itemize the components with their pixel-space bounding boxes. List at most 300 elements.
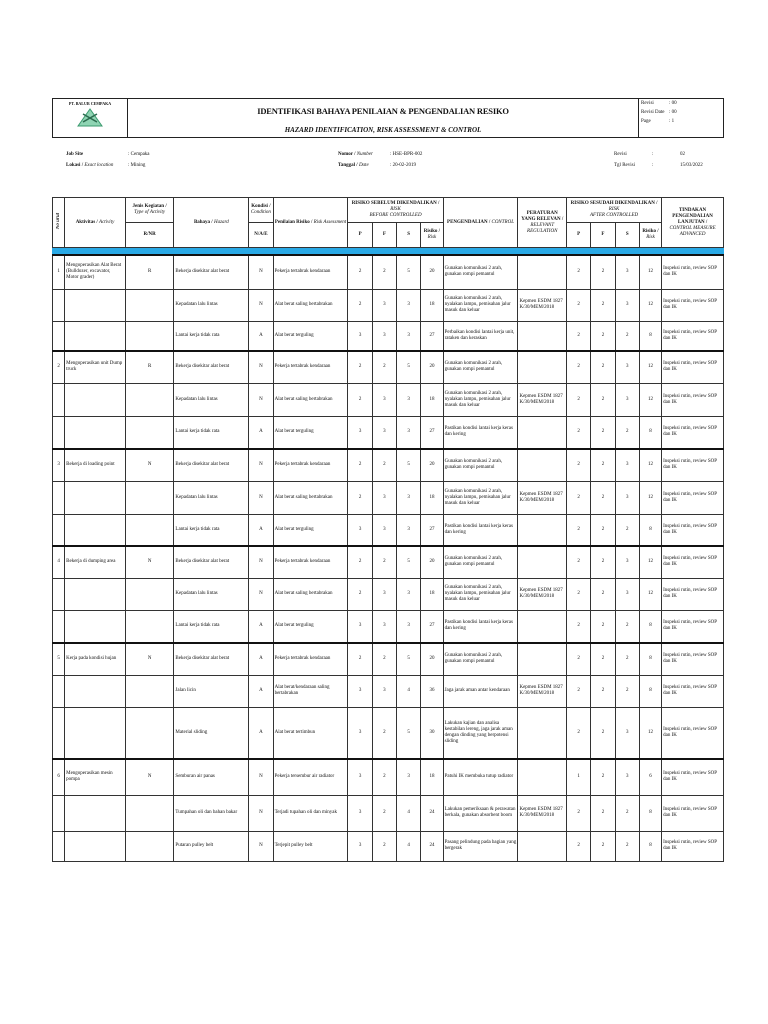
risk2-cell: 12: [639, 351, 661, 383]
s-cell: 5: [397, 643, 421, 675]
s2-cell: 2: [615, 610, 639, 643]
condition-cell: A: [249, 514, 273, 546]
risk-cell: 36: [421, 675, 443, 707]
risk2-cell: 12: [639, 255, 661, 289]
s2-cell: 2: [615, 321, 639, 351]
f-cell: 2: [372, 759, 396, 795]
activity-cell: [65, 675, 126, 707]
row-number: [53, 321, 65, 351]
assessment-cell: Pekerja tertabrak kendaraan: [273, 449, 348, 481]
type-cell: [125, 795, 174, 831]
f2-cell: 2: [591, 383, 615, 416]
row-number: [53, 707, 65, 759]
f2-cell: 2: [591, 546, 615, 578]
risk2-cell: 8: [639, 675, 661, 707]
f-cell: 3: [372, 514, 396, 546]
page-value: : 1: [669, 119, 675, 124]
col-risk-header: Risiko / Risk: [421, 223, 443, 248]
row-number: [53, 289, 65, 321]
risk-cell: 27: [421, 610, 443, 643]
table-row: [53, 831, 724, 861]
f2-cell: 2: [591, 610, 615, 643]
type-cell: [125, 578, 174, 610]
p-cell: 2: [348, 255, 372, 289]
condition-cell: N: [249, 383, 273, 416]
page-label: Page: [641, 119, 651, 124]
assessment-cell: Alat berat saling bertabrakan: [273, 481, 348, 514]
hazard-cell: Kepadatan lalu lintas: [174, 383, 249, 416]
control-cell: Gunakan komunikasi 2 arah, nyalakan lampu, pemisahan jalur masuk dan keluar: [443, 481, 518, 514]
p-cell: 2: [348, 351, 372, 383]
p-cell: 2: [348, 449, 372, 481]
advanced-cell: Inspeksi rutin, review SOP dan IK: [662, 546, 724, 578]
revision-date-value: : 00: [669, 110, 677, 115]
activity-cell: Mengoperasikan Alat Berat (Bulldozer, excavator, Motor grader): [65, 255, 126, 289]
tgl-revisi-date: 15/03/2022: [680, 163, 703, 168]
control-cell: Gunakan komunikasi 2 arah, gunakan rompi pemantul: [443, 255, 518, 289]
condition-cell: N: [249, 795, 273, 831]
table-row: [53, 449, 724, 481]
hazard-cell: Material sliding: [174, 707, 249, 759]
s2-cell: 3: [615, 707, 639, 759]
table-row: [53, 514, 724, 546]
risk-cell: 18: [421, 759, 443, 795]
risk2-cell: 8: [639, 610, 661, 643]
s-cell: 3: [397, 514, 421, 546]
condition-cell: A: [249, 675, 273, 707]
s-cell: 5: [397, 707, 421, 759]
nomor-label-en: Number: [356, 152, 373, 157]
col-after-header: RISIKO SESUDAH DIKENDALIKAN / RISK AFTER CONTROLLED: [567, 198, 662, 223]
f-cell: 2: [372, 546, 396, 578]
advanced-cell: Inspeksi rutin, review SOP dan IK: [662, 481, 724, 514]
f2-cell: 2: [591, 795, 615, 831]
col-regulation-header: PERATURAN YANG RELEVAN / RELEVANT REGULATION: [518, 198, 567, 248]
assessment-cell: Alat berat saling bertabrakan: [273, 578, 348, 610]
type-cell: R: [125, 255, 174, 289]
document-page: [52, 98, 724, 851]
condition-cell: A: [249, 321, 273, 351]
control-cell: Gunakan komunikasi 2 arah, nyalakan lampu, pemisahan jalur masuk dan keluar: [443, 578, 518, 610]
p2-cell: 2: [567, 449, 591, 481]
p-cell: 3: [348, 321, 372, 351]
s-cell: 3: [397, 610, 421, 643]
table-row: [53, 578, 724, 610]
risk-cell: 27: [421, 321, 443, 351]
p2-cell: 2: [567, 675, 591, 707]
type-cell: [125, 514, 174, 546]
advanced-cell: Inspeksi rutin, review SOP dan IK: [662, 351, 724, 383]
risk-cell: 18: [421, 289, 443, 321]
table-row: [53, 546, 724, 578]
col-p2-header: P: [567, 223, 591, 248]
hazard-cell: Bekerja disekitar alat berat: [174, 449, 249, 481]
col-s-header: S: [397, 223, 421, 248]
p-cell: 2: [348, 546, 372, 578]
condition-cell: N: [249, 481, 273, 514]
s-cell: 4: [397, 831, 421, 861]
tanggal-label: Tanggal /: [338, 163, 358, 168]
col-f-header: F: [372, 223, 396, 248]
table-row: [53, 759, 724, 795]
advanced-cell: Inspeksi rutin, review SOP dan IK: [662, 759, 724, 795]
f2-cell: 2: [591, 481, 615, 514]
hazard-cell: Bekerja disekitar alat berat: [174, 643, 249, 675]
risk-cell: 18: [421, 383, 443, 416]
regulation-cell: [518, 831, 567, 861]
risk-cell: 18: [421, 578, 443, 610]
control-cell: Gunakan komunikasi 2 arah, nyalakan lampu, pemisahan jalur masuk dan keluar: [443, 383, 518, 416]
p2-cell: 2: [567, 546, 591, 578]
s-cell: 3: [397, 759, 421, 795]
risk-cell: 20: [421, 643, 443, 675]
advanced-cell: Inspeksi rutin, review SOP dan IK: [662, 610, 724, 643]
control-cell: Lakukan kajian dan analisa kestabilan lereng, jaga jarak aman dengan dinding yang berpotensi sliding: [443, 707, 518, 759]
s2-cell: 3: [615, 351, 639, 383]
p-cell: 3: [348, 831, 372, 861]
col-before-header: RISIKO SEBELUM DIKENDALIKAN / RISK BEFORE CONTROLLED: [348, 198, 443, 223]
table-row: [53, 321, 724, 351]
type-cell: [125, 610, 174, 643]
nomor-value: : HSE-BPR-002: [390, 152, 423, 157]
s2-cell: 2: [615, 795, 639, 831]
risk-cell: 20: [421, 255, 443, 289]
s-cell: 3: [397, 481, 421, 514]
document-info: [66, 152, 726, 176]
hazard-cell: Bekerja disekitar alat berat: [174, 255, 249, 289]
activity-cell: Bekerja di dumping area: [65, 546, 126, 578]
col-activity-header: Aktivitas / Activity: [65, 198, 126, 248]
advanced-cell: Inspeksi rutin, review SOP dan IK: [662, 514, 724, 546]
p-cell: 3: [348, 675, 372, 707]
regulation-cell: [518, 707, 567, 759]
type-cell: [125, 831, 174, 861]
hazard-cell: Kepadatan lalu lintas: [174, 481, 249, 514]
type-cell: N: [125, 449, 174, 481]
s-cell: 5: [397, 351, 421, 383]
revision-box: [639, 99, 724, 138]
hazard-cell: Putaran pulley belt: [174, 831, 249, 861]
regulation-cell: [518, 610, 567, 643]
activity-cell: [65, 578, 126, 610]
p-cell: 2: [348, 578, 372, 610]
control-cell: Gunakan komunikasi 2 arah, gunakan rompi pemantul: [443, 449, 518, 481]
risk2-cell: 12: [639, 481, 661, 514]
assessment-cell: Alat berat saling bertabrakan: [273, 289, 348, 321]
assessment-cell: Pekerja tertabrak kendaraan: [273, 643, 348, 675]
control-cell: Gunakan komunikasi 2 arah, nyalakan lampu, pemisahan jalur masuk dan keluar: [443, 289, 518, 321]
s2-cell: 2: [615, 831, 639, 861]
risk-cell: 30: [421, 707, 443, 759]
regulation-cell: Kepmen ESDM 1827 K/30/MEM/2018: [518, 289, 567, 321]
f2-cell: 2: [591, 759, 615, 795]
control-cell: Patuhi IK membuka tutup radiator: [443, 759, 518, 795]
p2-cell: 2: [567, 416, 591, 449]
f-cell: 3: [372, 289, 396, 321]
s2-cell: 3: [615, 289, 639, 321]
s2-cell: 3: [615, 759, 639, 795]
activity-cell: [65, 514, 126, 546]
row-number: 4: [53, 546, 65, 578]
f-cell: 3: [372, 481, 396, 514]
p-cell: 3: [348, 795, 372, 831]
col-control-header: PENGENDALIAN / CONTROL: [443, 198, 518, 248]
s-cell: 5: [397, 449, 421, 481]
advanced-cell: Inspeksi rutin, review SOP dan IK: [662, 578, 724, 610]
col-no-header: No urut: [53, 198, 65, 248]
s2-cell: 3: [615, 546, 639, 578]
control-cell: Pastikan kondisi lantai kerja keras dan kering: [443, 610, 518, 643]
company-logo-icon: [75, 106, 105, 130]
risk2-cell: 8: [639, 321, 661, 351]
risk-cell: 24: [421, 795, 443, 831]
s-cell: 5: [397, 546, 421, 578]
advanced-cell: Inspeksi rutin, review SOP dan IK: [662, 449, 724, 481]
f-cell: 2: [372, 449, 396, 481]
s2-cell: 3: [615, 255, 639, 289]
type-cell: R: [125, 351, 174, 383]
control-cell: Gunakan komunikasi 2 arah, gunakan rompi pemantul: [443, 643, 518, 675]
risk-cell: 20: [421, 449, 443, 481]
p2-cell: 2: [567, 610, 591, 643]
risk-table: [52, 197, 724, 862]
advanced-cell: Inspeksi rutin, review SOP dan IK: [662, 416, 724, 449]
p2-cell: 2: [567, 289, 591, 321]
activity-cell: [65, 481, 126, 514]
s2-cell: 2: [615, 416, 639, 449]
assessment-cell: Alat berat terguling: [273, 514, 348, 546]
table-row: [53, 255, 724, 289]
lokasi-value: : Mining: [128, 163, 146, 168]
jobsite-value: : Cempaka: [128, 152, 150, 157]
regulation-cell: Kepmen ESDM 1827 K/30/MEM/2018: [518, 383, 567, 416]
p2-cell: 2: [567, 831, 591, 861]
f2-cell: 2: [591, 514, 615, 546]
s-cell: 3: [397, 578, 421, 610]
table-row: [53, 643, 724, 675]
assessment-cell: Alat berat terguling: [273, 610, 348, 643]
f2-cell: 2: [591, 416, 615, 449]
lokasi-label-en: Exact location: [84, 163, 114, 168]
control-cell: Gunakan komunikasi 2 arah, gunakan rompi pemantul: [443, 351, 518, 383]
risk2-cell: 12: [639, 289, 661, 321]
regulation-cell: [518, 449, 567, 481]
hazard-cell: Jalan licin: [174, 675, 249, 707]
row-number: [53, 795, 65, 831]
assessment-cell: Alat berat saling bertabrakan: [273, 383, 348, 416]
activity-cell: [65, 795, 126, 831]
hazard-cell: Bekerja disekitar alat berat: [174, 546, 249, 578]
control-cell: Perbaikan kondisi lantai kerja unit, rataken dan keraskan: [443, 321, 518, 351]
type-cell: N: [125, 643, 174, 675]
s2-cell: 3: [615, 449, 639, 481]
table-row: [53, 707, 724, 759]
type-cell: [125, 481, 174, 514]
assessment-cell: Pekerja tertabrak kendaraan: [273, 546, 348, 578]
document-title-en: HAZARD IDENTIFICATION, RISK ASSESSMENT & CONTROL: [284, 126, 482, 134]
table-row: [53, 416, 724, 449]
f-cell: 3: [372, 675, 396, 707]
p-cell: 3: [348, 707, 372, 759]
p2-cell: 2: [567, 514, 591, 546]
s2-cell: 2: [615, 514, 639, 546]
row-number: 6: [53, 759, 65, 795]
s-cell: 4: [397, 675, 421, 707]
col-advanced-header: TINDAKAN PENGENDALIAN LANJUTAN / CONTROL MEASURE ADVANCED: [662, 198, 724, 248]
row-number: [53, 383, 65, 416]
jobsite-label: Job Site: [66, 152, 84, 157]
condition-cell: A: [249, 643, 273, 675]
f2-cell: 2: [591, 578, 615, 610]
assessment-cell: Pekerja tersembur air radiator: [273, 759, 348, 795]
col-risk2-header: Risiko / Risk: [639, 223, 661, 248]
table-row: [53, 675, 724, 707]
activity-cell: Bekerja di loading point: [65, 449, 126, 481]
s-cell: 5: [397, 255, 421, 289]
info-revisi-label: Revisi: [614, 152, 627, 157]
p-cell: 3: [348, 759, 372, 795]
risk2-cell: 8: [639, 514, 661, 546]
row-number: 2: [53, 351, 65, 383]
f2-cell: 2: [591, 449, 615, 481]
type-cell: [125, 383, 174, 416]
f-cell: 2: [372, 643, 396, 675]
advanced-cell: Inspeksi rutin, review SOP dan IK: [662, 255, 724, 289]
nomor-label: Nomor /: [338, 152, 356, 157]
type-cell: [125, 675, 174, 707]
advanced-cell: Inspeksi rutin, review SOP dan IK: [662, 643, 724, 675]
regulation-cell: Kepmen ESDM 1827 K/30/MEM/2018: [518, 481, 567, 514]
col-p-header: P: [348, 223, 372, 248]
s2-cell: 3: [615, 578, 639, 610]
info-revisi-colon: :: [652, 152, 654, 157]
blue-separator: [53, 248, 724, 256]
risk-cell: 27: [421, 514, 443, 546]
s-cell: 3: [397, 289, 421, 321]
col-hazard-header: Bahaya / Hazard: [174, 198, 249, 248]
hazard-cell: Bekerja disekitar alat berat: [174, 351, 249, 383]
assessment-cell: Terjepit pulley belt: [273, 831, 348, 861]
risk2-cell: 12: [639, 383, 661, 416]
risk2-cell: 8: [639, 643, 661, 675]
f-cell: 3: [372, 321, 396, 351]
condition-cell: N: [249, 831, 273, 861]
type-cell: [125, 289, 174, 321]
activity-cell: [65, 707, 126, 759]
hazard-cell: Kepadatan lalu lintas: [174, 289, 249, 321]
info-revisi-number: 02: [680, 152, 685, 157]
activity-cell: Mengoperasikan unit Dump truck: [65, 351, 126, 383]
company-name: PT. BALUR CEMPAKA: [68, 101, 112, 106]
type-cell: [125, 707, 174, 759]
condition-cell: N: [249, 759, 273, 795]
col-s2-header: S: [615, 223, 639, 248]
activity-cell: Mengoperasikan mesin pompa: [65, 759, 126, 795]
regulation-cell: Kepmen ESDM 1827 K/30/MEM/2018: [518, 795, 567, 831]
type-cell: [125, 416, 174, 449]
col-assessment-header: Penilaian Risiko / Risk Assessment: [273, 198, 348, 248]
condition-cell: N: [249, 578, 273, 610]
activity-cell: [65, 831, 126, 861]
f2-cell: 2: [591, 255, 615, 289]
s-cell: 3: [397, 416, 421, 449]
table-row: [53, 610, 724, 643]
f2-cell: 2: [591, 321, 615, 351]
condition-cell: N: [249, 255, 273, 289]
assessment-cell: Alat berat/kendaraan saling bertabrakan: [273, 675, 348, 707]
regulation-cell: [518, 351, 567, 383]
row-number: [53, 416, 65, 449]
condition-cell: A: [249, 416, 273, 449]
s2-cell: 3: [615, 383, 639, 416]
control-cell: Pastikan kondisi lantai kerja keras dan kering: [443, 416, 518, 449]
assessment-cell: Pekerja tertabrak kendaraan: [273, 351, 348, 383]
hazard-cell: Tumpahan oli dan bahan bakar: [174, 795, 249, 831]
activity-cell: Kerja pada kondisi hujan: [65, 643, 126, 675]
risk-cell: 18: [421, 481, 443, 514]
f2-cell: 2: [591, 289, 615, 321]
p2-cell: 2: [567, 351, 591, 383]
tgl-revisi-colon: :: [652, 163, 654, 168]
table-row: [53, 383, 724, 416]
advanced-cell: Inspeksi rutin, review SOP dan IK: [662, 383, 724, 416]
risk2-cell: 6: [639, 759, 661, 795]
table-row: [53, 481, 724, 514]
table-row: [53, 289, 724, 321]
row-number: 5: [53, 643, 65, 675]
f2-cell: 2: [591, 351, 615, 383]
s-cell: 3: [397, 321, 421, 351]
condition-cell: A: [249, 707, 273, 759]
hazard-cell: Lantai kerja tidak rata: [174, 416, 249, 449]
regulation-cell: [518, 546, 567, 578]
advanced-cell: Inspeksi rutin, review SOP dan IK: [662, 675, 724, 707]
s2-cell: 2: [615, 675, 639, 707]
risk2-cell: 8: [639, 795, 661, 831]
row-number: [53, 514, 65, 546]
assessment-cell: Pekerja tertabrak kendaraan: [273, 255, 348, 289]
col-rnr-header: R/NR: [125, 223, 174, 248]
condition-cell: N: [249, 289, 273, 321]
col-f2-header: F: [591, 223, 615, 248]
col-type-header: Jenis Kegiatan / Type of Activity: [125, 198, 174, 223]
risk-cell: 24: [421, 831, 443, 861]
activity-cell: [65, 289, 126, 321]
assessment-cell: Alat berat terguling: [273, 321, 348, 351]
f-cell: 3: [372, 416, 396, 449]
assessment-cell: Alat berat tertimbun: [273, 707, 348, 759]
regulation-cell: [518, 416, 567, 449]
advanced-cell: Inspeksi rutin, review SOP dan IK: [662, 707, 724, 759]
regulation-cell: [518, 759, 567, 795]
activity-cell: [65, 610, 126, 643]
revision-date-label: Revisi Date: [641, 110, 665, 115]
f2-cell: 2: [591, 675, 615, 707]
control-cell: Gunakan komunikasi 2 arah, gunakan rompi pemantul: [443, 546, 518, 578]
advanced-cell: Inspeksi rutin, review SOP dan IK: [662, 831, 724, 861]
row-number: [53, 610, 65, 643]
hazard-cell: Kepadatan lalu lintas: [174, 578, 249, 610]
control-cell: Pastikan kondisi lantai kerja keras dan kering: [443, 514, 518, 546]
tanggal-value: : 20-02-2019: [390, 163, 416, 168]
risk2-cell: 12: [639, 707, 661, 759]
control-cell: Lakukan pemeriksaan & perawatan berkala, gunakan absorbent boom: [443, 795, 518, 831]
risk-cell: 20: [421, 546, 443, 578]
col-nae-header: N/A/E: [249, 223, 273, 248]
activity-cell: [65, 321, 126, 351]
f-cell: 3: [372, 578, 396, 610]
p2-cell: 2: [567, 578, 591, 610]
